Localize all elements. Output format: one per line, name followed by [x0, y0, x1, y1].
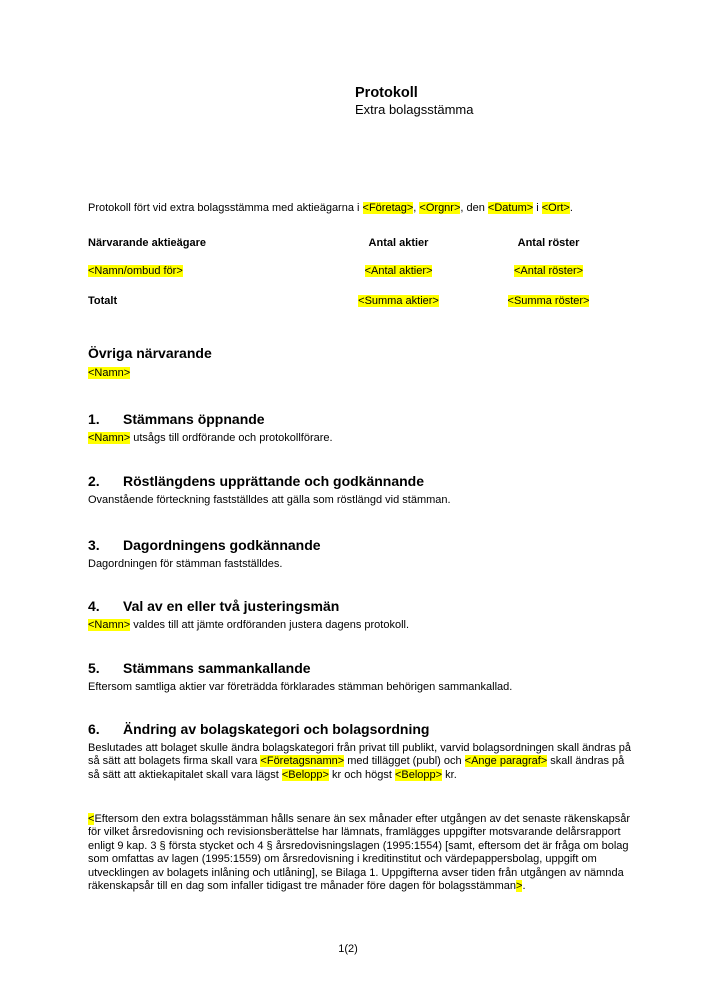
section-6-heading — [88, 721, 633, 738]
table-cell-total-votes — [486, 295, 611, 308]
section-4-body — [88, 619, 633, 632]
section-6-text-5: kr. — [442, 768, 457, 781]
section-5-title: Stämmans sammankallande — [123, 660, 311, 676]
conditional-close-bracket[interactable]: > — [516, 880, 523, 893]
placeholder-company-name[interactable]: <Företagsnamn> — [260, 755, 345, 768]
section-6-number: 6. — [88, 721, 100, 737]
intro-text-2: , — [413, 202, 420, 214]
section-4 — [88, 598, 633, 632]
section-4-title: Val av en eller två justeringsmän — [123, 598, 340, 614]
placeholder-share-sum[interactable]: <Summa aktier> — [358, 294, 439, 307]
placeholder-shareholder-name[interactable]: <Namn/ombud för> — [88, 265, 183, 278]
table-cell-total-shares — [336, 295, 461, 308]
total-label: Totalt — [88, 294, 118, 307]
section-6-text-1: Beslutades att bolaget skulle ändra bolagskategori från privat till publikt, varvid bolagsordningen skall ändras på så sätt att bolagets firma skall vara — [88, 742, 631, 768]
section-6-text-2: med tillägget (publ) och — [344, 755, 465, 768]
section-5 — [88, 660, 633, 694]
table-row-total — [88, 295, 633, 308]
section-4-heading — [88, 598, 633, 615]
intro-text-4: i — [533, 202, 542, 214]
section-4-text: valdes till att jämte ordföranden justera dagens protokoll. — [130, 619, 410, 631]
intro-text-3: , den — [460, 202, 488, 214]
section-6-text-4: kr och högst — [328, 768, 395, 781]
section-4-number: 4. — [88, 598, 100, 614]
placeholder-chairman-name[interactable]: <Namn> — [88, 432, 131, 444]
section-6-title: Ändring av bolagskategori och bolagsordning — [123, 721, 430, 737]
intro-text-5: . — [569, 202, 573, 214]
title-block — [355, 84, 655, 118]
placeholder-others-name[interactable]: <Namn> — [88, 367, 131, 379]
section-3-number: 3. — [88, 537, 100, 553]
placeholder-date[interactable]: <Datum> — [487, 202, 534, 214]
table-cell-votes — [486, 265, 611, 278]
placeholder-vote-sum[interactable]: <Summa röster> — [507, 294, 590, 307]
column-header-shareholders: Närvarande aktieägare — [88, 237, 207, 249]
conditional-period: . — [522, 880, 526, 893]
section-6-body — [88, 742, 633, 782]
section-1-number: 1. — [88, 411, 100, 427]
others-present-block — [88, 345, 633, 380]
placeholder-adjuster-name[interactable]: <Namn> — [88, 619, 131, 631]
section-1-body — [88, 432, 633, 445]
placeholder-vote-count[interactable]: <Antal röster> — [513, 265, 584, 278]
section-3-heading — [88, 537, 633, 554]
section-5-body: Eftersom samtliga aktier var företrädda förklarades stämman behörigen sammankallad. — [88, 681, 513, 693]
section-3-title: Dagordningens godkännande — [123, 537, 321, 553]
document-subtitle: Extra bolagsstämma — [355, 102, 474, 117]
table-row-shareholder — [88, 265, 633, 278]
column-header-votes: Antal röster — [517, 237, 580, 249]
section-2 — [88, 473, 633, 507]
section-6 — [88, 721, 633, 782]
section-2-title: Röstlängdens upprättande och godkännande — [123, 473, 425, 489]
section-3 — [88, 537, 633, 571]
intro-text-1: Protokoll fört vid extra bolagsstämma med aktieägarna i — [88, 202, 363, 214]
others-present-value — [88, 367, 633, 380]
section-1-heading — [88, 411, 633, 428]
conditional-paragraph — [88, 813, 633, 893]
placeholder-amount-max[interactable]: <Belopp> — [394, 768, 443, 781]
table-header-row — [88, 237, 633, 250]
others-present-heading: Övriga närvarande — [88, 345, 212, 361]
section-2-number: 2. — [88, 473, 100, 489]
section-1-text: utsågs till ordförande och protokollförare. — [130, 432, 333, 444]
placeholder-city[interactable]: <Ort> — [541, 202, 570, 214]
section-2-body: Ovanstående förteckning fastställdes att gälla som röstlängd vid stämman. — [88, 494, 451, 506]
section-6-text-3: skall ändras på så sätt att aktiekapitalet skall vara lägst — [88, 755, 625, 781]
conditional-text: Eftersom den extra bolagsstämman hålls senare än sex månader efter utgången av det senaste räkenskapsår för vilket årsredovisning och revisionsberättelse har lämnats, framlägges uppgifter motsvarande delårsrapport enligt 9 kap. 3 § första stycket och 4 § årsredovisningslagen (1995:1554) [samt, eftersom det är fråga om bolag som omfattas av lagen (1995:1559) om årsredovisning i kreditinstitut och värdepappersbolag, uppgift om utvecklingen av bolagets inlåning och utlåning], se Bilaga 1. Uppgifterna avser tiden från utgången av nämnda räkenskapsår till en dag som infaller tidigast tre månader före dagen för bolagsstämman — [88, 813, 631, 893]
section-1 — [88, 411, 633, 445]
placeholder-share-count[interactable]: <Antal aktier> — [364, 265, 433, 278]
section-3-body: Dagordningen för stämman fastställdes. — [88, 558, 283, 570]
intro-paragraph — [88, 202, 633, 215]
section-2-heading — [88, 473, 633, 490]
placeholder-company[interactable]: <Företag> — [362, 202, 414, 214]
section-5-number: 5. — [88, 660, 100, 676]
column-header-shares: Antal aktier — [368, 237, 429, 249]
placeholder-amount-min[interactable]: <Belopp> — [281, 768, 329, 781]
page-number: 1(2) — [338, 943, 358, 955]
attendance-table — [88, 237, 633, 323]
placeholder-paragraph-ref[interactable]: <Ange paragraf> — [464, 755, 548, 768]
conditional-open-bracket[interactable]: < — [88, 813, 95, 825]
table-cell-name — [88, 265, 336, 278]
placeholder-orgnr[interactable]: <Orgnr> — [419, 202, 461, 214]
section-5-heading — [88, 660, 633, 677]
document-title: Protokoll — [355, 85, 418, 101]
section-1-title: Stämmans öppnande — [123, 411, 265, 427]
table-cell-shares — [336, 265, 461, 278]
